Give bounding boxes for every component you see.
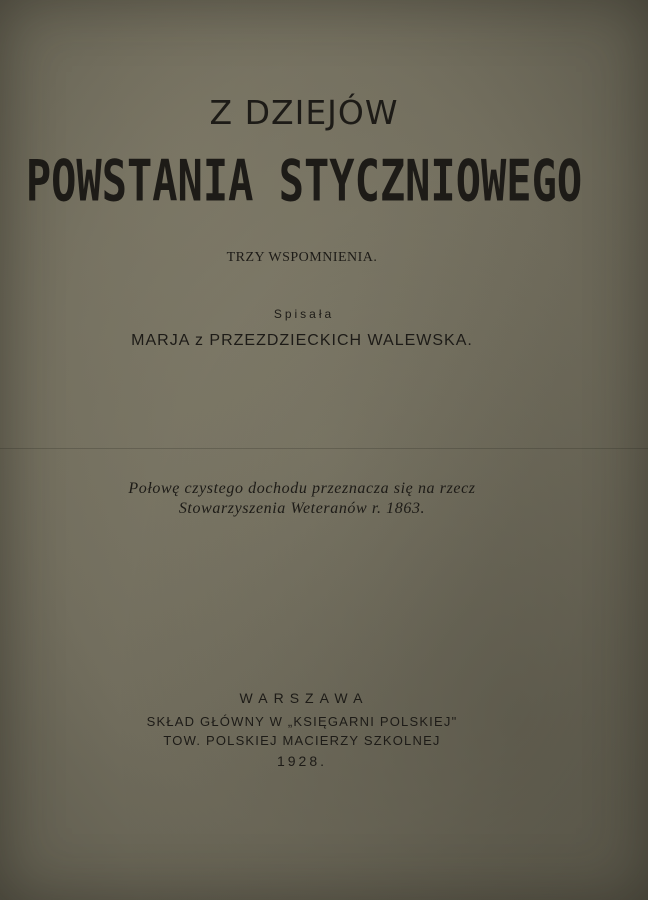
dedication-note-line-1: Połowę czystego dochodu przeznacza się na rzecz xyxy=(128,480,476,497)
paper-crease xyxy=(0,448,648,449)
written-by-label: Spisała xyxy=(273,307,335,321)
publisher-line-2: TOW. POLSKIEJ MACIERZY SZKOLNEJ xyxy=(163,733,441,748)
title-line-2: POWSTANIA STYCZNIOWEGO xyxy=(25,148,583,215)
publisher-line-1: SKŁAD GŁÓWNY W „KSIĘGARNI POLSKIEJ" xyxy=(146,714,458,729)
dedication-note-line-2: Stowarzyszenia Weteranów r. 1863. xyxy=(178,500,426,517)
publication-city: WARSZAWA xyxy=(239,690,369,706)
author-name: MARJA z PRZEZDZIECKICH WALEWSKA. xyxy=(131,332,473,349)
title-line-1: Z DZIEJÓW xyxy=(209,93,399,132)
subtitle: TRZY WSPOMNIENIA. xyxy=(226,250,378,265)
publication-year: 1928. xyxy=(276,753,328,769)
